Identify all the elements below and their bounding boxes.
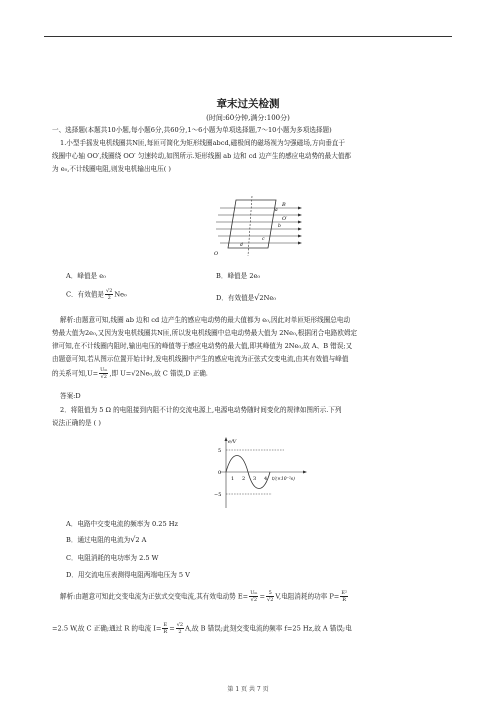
q2-analysis-line2 — [52, 622, 352, 635]
x-tick-4: 4 — [264, 476, 268, 482]
q1-option-c-value: Ne₀ — [114, 290, 127, 299]
equals-sign: = — [169, 624, 175, 633]
equals-sign: = — [259, 592, 266, 601]
analysis-text: V,电阻消耗的功率 P= — [275, 592, 340, 601]
q1-option-d[interactable] — [216, 292, 276, 302]
question-2 — [52, 404, 448, 430]
q1-line2: 线圈中心轴 OO′,线圈绕 OO′ 匀速转动,如图所示.矩形线圈 ab 边和 cd 边产生的感应电动势的最大值都 — [52, 152, 352, 160]
vertex-label-b: b — [278, 224, 281, 229]
q1-option-a[interactable]: A．峰值是 e₀ — [66, 272, 106, 280]
fraction — [340, 590, 348, 603]
q2-option-a[interactable]: A．电路中交变电流的频率为 0.25 Hz — [66, 520, 178, 528]
y-tick-neg5: −5 — [214, 492, 222, 498]
axis-label-O: O — [214, 251, 219, 256]
q1-option-c-fraction — [105, 288, 113, 301]
q1-analysis — [52, 314, 448, 366]
q2-option-c[interactable]: C．电阻消耗的电功率为 2.5 W — [66, 554, 159, 562]
sqrt-icon: √ — [130, 535, 136, 544]
um-over-root2-fraction — [99, 367, 108, 380]
frac-denominator: √2 — [267, 597, 274, 603]
q2-option-b[interactable] — [66, 534, 146, 544]
vertex-label-a: a — [275, 208, 278, 213]
q1-option-d-value: 2Ne₀ — [259, 294, 276, 302]
frac-denominator: R — [342, 597, 347, 603]
axis-label-O-prime: O′ — [282, 216, 288, 222]
q2-option-d[interactable]: D．用交流电压表测得电阻两端电压为 5 V — [66, 571, 190, 579]
q1-analysis-line1: 解析:由题意可知,线圈 ab 边和 cd 边产生的感应电动势的最大值都为 e₀,因此对单匝矩形线圈总电动 — [60, 316, 351, 324]
q1-analysis-line5 — [52, 367, 208, 380]
y-tick-0: 0 — [218, 470, 222, 476]
emf-time-graph — [212, 436, 308, 510]
analysis-text: ,即 U=√2Ne₀,故 C 错误,D 正确. — [109, 369, 208, 378]
frac-numerator: E — [163, 622, 168, 628]
q1-option-c-label: C．有效值是 — [66, 290, 105, 299]
analysis-text: 的关系可知,U= — [52, 369, 99, 378]
fraction — [162, 622, 168, 635]
analysis-text: 解析:由题意可知此交变电流为正弦式交变电流,其有效电动势 E= — [60, 592, 249, 601]
q2-option-b-label: B．通过电阻的电流为 — [66, 536, 131, 544]
frac-numerator: E² — [341, 590, 347, 596]
generator-coil-figure — [212, 196, 304, 256]
q1-line3: 为 e₀,不计线圈电阻,则发电机输出电压( ) — [52, 165, 171, 173]
frac-denominator: R — [163, 629, 168, 635]
page-title: 章末过关检测 — [216, 98, 280, 110]
section-one-text: 一、选择题(本题共10小题,每小题6分,共60分,1～6小题为单项选择题,7～10小题为多项选择题) — [52, 126, 332, 134]
q1-answer: 答案:D — [60, 392, 81, 400]
q1-option-d-label: D．有效值是 — [216, 294, 255, 302]
q2-option-b-value: 2 A — [135, 536, 147, 544]
analysis-text: A,故 B 错误;此刻交变电流的频率 f=25 Hz,故 A 错误;电 — [185, 624, 352, 633]
frac-numerator: 5 — [266, 590, 274, 597]
header-rule — [44, 36, 452, 37]
q2-line2: 说法正确的是 ( ) — [52, 419, 101, 427]
q1-option-b[interactable]: B．峰值是 2e₀ — [216, 272, 261, 280]
page-footer: 第 1 页 共 7 页 — [227, 686, 269, 693]
sqrt-icon: √ — [254, 293, 260, 302]
frac-denominator: 2 — [178, 629, 182, 635]
frac-denominator: √2 — [250, 597, 258, 603]
x-tick-3: 3 — [253, 476, 257, 482]
q1-line1: 1.小型手摇发电机线圈共N匝,每匝可简化为矩形线圈abcd,磁极间的磁场视为匀强磁场,方向垂直于 — [60, 139, 345, 147]
question-1 — [52, 137, 448, 176]
graph-y-label: e/V — [228, 439, 237, 445]
exam-info: (时间:60分钟,满分:100分) — [206, 114, 290, 122]
q1-analysis-line2: 势最大值为2e₀,又因为发电机线圈共N匝,所以发电机线圈中总电动势最大值为 2Ne₀,根据闭合电路欧姆定 — [52, 329, 358, 337]
q2-analysis-line1 — [60, 590, 349, 603]
field-label-B: B — [282, 202, 286, 208]
q1-option-c[interactable] — [66, 288, 127, 301]
frac-denominator: √2 — [100, 374, 107, 380]
frac-numerator: √2 — [106, 288, 113, 294]
q1-analysis-line4: 由题意可知,若从图示位置开始计时,发电机线圈中产生的感应电流为正弦式交变电流,由其有效值与峰值 — [52, 355, 349, 363]
analysis-text: =2.5 W,故 C 正确;通过 R 的电流 I= — [52, 624, 162, 633]
graph-x-label: t/(×10⁻²s) — [272, 477, 295, 482]
frac-denominator: 2 — [107, 295, 111, 301]
frac-numerator: Uₘ — [100, 367, 108, 373]
x-axis-arrow-icon — [303, 471, 307, 474]
y-tick-5: 5 — [218, 448, 222, 454]
fraction — [249, 590, 258, 603]
vertex-label-d: d — [240, 243, 243, 248]
x-tick-2: 2 — [242, 476, 246, 482]
frac-numerator: Uₘ — [250, 590, 258, 596]
x-tick-1: 1 — [231, 476, 235, 482]
vertex-label-c: c — [262, 237, 265, 242]
fraction — [266, 590, 274, 603]
section-heading — [52, 124, 448, 137]
fraction — [176, 622, 184, 635]
q2-line1: 2．将阻值为 5 Ω 的电阻接到内阻不计的交流电源上,电源电动势随时间变化的规律如图所示.下列 — [60, 406, 342, 414]
q1-analysis-line3: 律可知,在不计线圈内阻时,输出电压的峰值等于感应电动势的最大值,即其峰值为 2Ne₀,故 A、B 错误;又 — [52, 342, 353, 350]
frac-numerator: √2 — [176, 622, 184, 628]
